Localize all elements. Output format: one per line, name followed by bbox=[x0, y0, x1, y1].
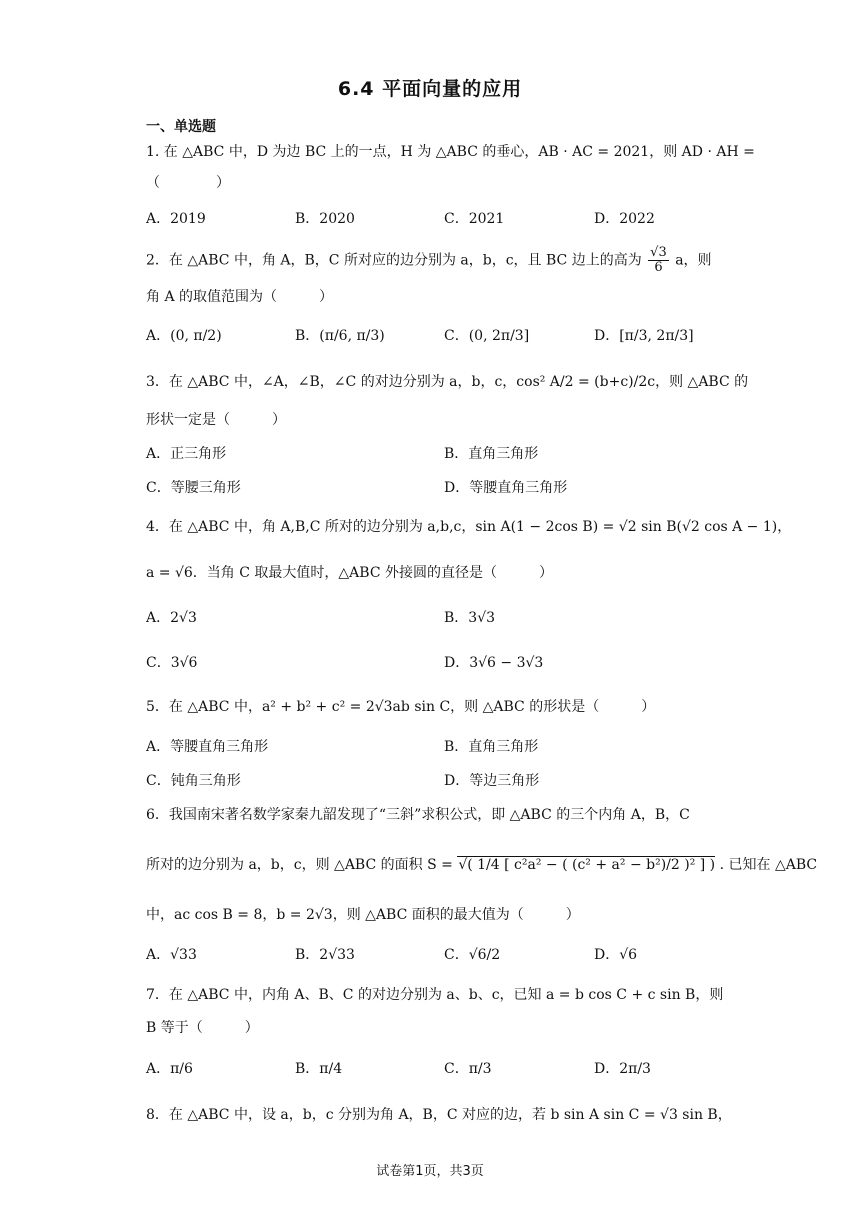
q4-stem-line2: a = √6．当角 C 取最大值时，△ABC 外接圆的直径是（ ） bbox=[146, 565, 554, 581]
q1-option-d[interactable]: D．2022 bbox=[594, 211, 655, 227]
q3-stem-line2: 形状一定是（ ） bbox=[146, 412, 286, 428]
q5-stem: 5．在 △ABC 中，a² + b² + c² = 2√3ab sin C，则 △ABC 的形状是（ ） bbox=[146, 699, 656, 715]
q5-option-a[interactable]: A．等腰直角三角形 bbox=[146, 739, 269, 755]
q6-stem-text: 所对的边分别为 a，b，c，则 △ABC 的面积 S = bbox=[146, 857, 453, 873]
q5-option-c[interactable]: C．钝角三角形 bbox=[146, 773, 241, 789]
q6-option-a[interactable]: A．√33 bbox=[146, 947, 197, 963]
q6-stem-line2 bbox=[146, 856, 817, 874]
q2-option-c[interactable]: C．(0, 2π/3] bbox=[444, 328, 530, 344]
q5-option-d[interactable]: D．等边三角形 bbox=[444, 773, 540, 789]
q7-option-c[interactable]: C．π/3 bbox=[444, 1061, 492, 1077]
q2-option-b[interactable]: B．(π/6, π/3) bbox=[295, 328, 385, 344]
q2-stem-text: 2．在 △ABC 中，角 A，B，C 所对应的边分别为 a，b，c，且 BC 边上的高为 bbox=[146, 252, 642, 269]
q4-option-a[interactable]: A．2√3 bbox=[146, 610, 197, 626]
q6-option-d[interactable]: D．√6 bbox=[594, 947, 638, 963]
page-title: 6.4 平面向量的应用 bbox=[337, 78, 523, 100]
q4-option-b[interactable]: B．3√3 bbox=[444, 610, 496, 626]
q6-stem-line1: 6．我国南宋著名数学家秦九韶发现了“三斜”求积公式，即 △ABC 的三个内角 A，B，C bbox=[146, 807, 690, 823]
page-footer: 试卷第1页，共3页 bbox=[376, 1164, 484, 1179]
q1-answer-bracket: （ ） bbox=[146, 175, 230, 191]
q2-stem-line2: 角 A 的取值范围为（ ） bbox=[146, 289, 334, 305]
q2-height-fraction bbox=[648, 246, 669, 275]
q6-area-formula: √( 1/4 [ c²a² − ( (c² + a² − b²)/2 )² ] ) bbox=[458, 857, 716, 873]
q7-option-d[interactable]: D．2π/3 bbox=[594, 1061, 651, 1077]
q1-stem: 1. 在 △ABC 中，D 为边 BC 上的一点，H 为 △ABC 的垂心，AB · AC = 2021，则 AD · AH = bbox=[146, 144, 755, 160]
q4-stem-line1: 4．在 △ABC 中，角 A,B,C 所对的边分别为 a,b,c，sin A(1 − 2cos B) = √2 sin B(√2 cos A − 1)， bbox=[146, 519, 792, 535]
q2-fraction-denominator: 6 bbox=[654, 260, 663, 275]
q1-option-b[interactable]: B．2020 bbox=[295, 211, 355, 227]
q6-option-c[interactable]: C．√6/2 bbox=[444, 947, 501, 963]
q3-option-c[interactable]: C．等腰三角形 bbox=[146, 480, 241, 496]
q2-stem-line1 bbox=[146, 246, 712, 275]
q2-fraction-numerator: √3 bbox=[650, 245, 667, 260]
q4-option-d[interactable]: D．3√6 − 3√3 bbox=[444, 655, 544, 671]
q4-option-c[interactable]: C．3√6 bbox=[146, 655, 198, 671]
q8-stem-line1: 8．在 △ABC 中，设 a，b，c 分别为角 A，B，C 对应的边，若 b sin A sin C = √3 sin B， bbox=[146, 1107, 732, 1123]
q7-option-b[interactable]: B．π/4 bbox=[295, 1061, 343, 1077]
q3-option-b[interactable]: B．直角三角形 bbox=[444, 446, 539, 462]
q3-stem-line1: 3．在 △ABC 中，∠A，∠B，∠C 的对边分别为 a，b，c，cos² A/2 = (b+c)/2c，则 △ABC 的 bbox=[146, 374, 749, 390]
q2-option-a[interactable]: A．(0, π/2) bbox=[146, 328, 222, 344]
q1-option-c[interactable]: C．2021 bbox=[444, 211, 505, 227]
q2-stem-tail: a，则 bbox=[675, 252, 712, 269]
q5-option-b[interactable]: B．直角三角形 bbox=[444, 739, 539, 755]
q7-stem-line1: 7．在 △ABC 中，内角 A、B、C 的对边分别为 a、b、c，已知 a = b cos C + c sin B，则 bbox=[146, 987, 724, 1003]
q2-option-d[interactable]: D．[π/3, 2π/3] bbox=[594, 328, 694, 344]
q3-option-a[interactable]: A．正三角形 bbox=[146, 446, 227, 462]
q3-option-d[interactable]: D．等腰直角三角形 bbox=[444, 480, 568, 496]
q6-option-b[interactable]: B．2√33 bbox=[295, 947, 355, 963]
q6-stem-tail: . 已知在 △ABC bbox=[719, 857, 818, 873]
q7-option-a[interactable]: A．π/6 bbox=[146, 1061, 193, 1077]
q7-stem-line2: B 等于（ ） bbox=[146, 1020, 259, 1036]
q6-stem-line3: 中，ac cos B = 8，b = 2√3，则 △ABC 面积的最大值为（ ） bbox=[146, 907, 580, 923]
q1-option-a[interactable]: A．2019 bbox=[146, 211, 206, 227]
section-heading: 一、单选题 bbox=[146, 119, 216, 135]
